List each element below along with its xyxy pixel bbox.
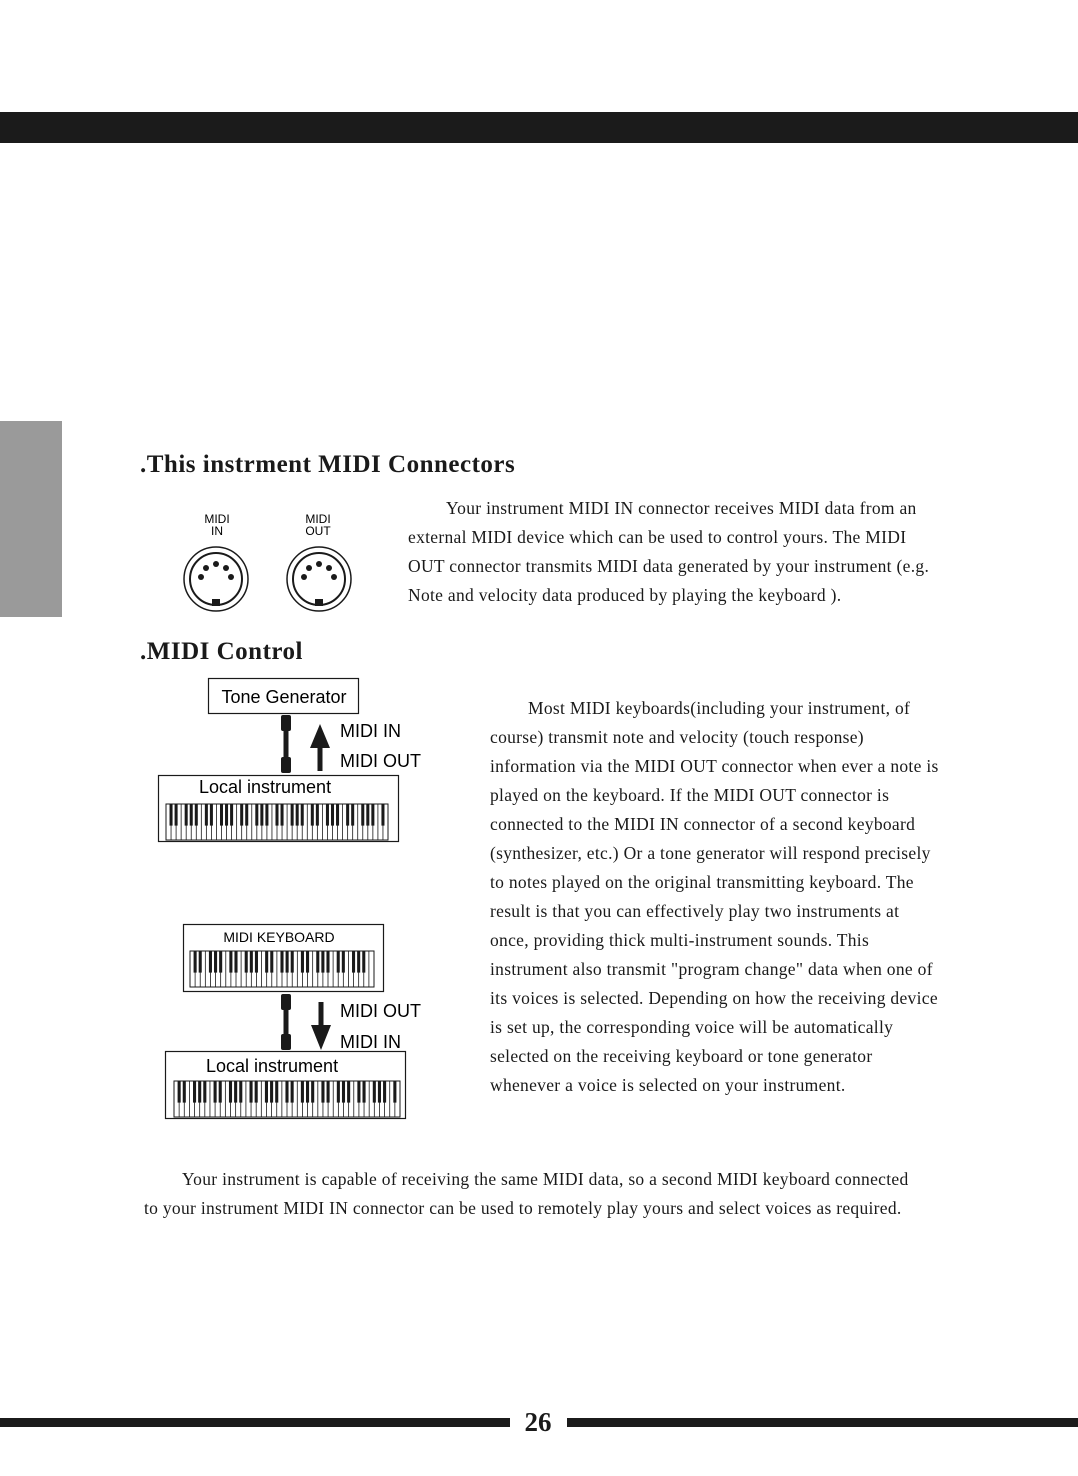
midi-control-paragraph: Most MIDI keyboards(including your instrument, of course) transmit note and velocity (touch response) information via the MIDI OUT connector when ever a note is played on the keyboard. If the MIDI OUT connector is connected to the MIDI IN connector of a second keyboard (synthesizer, etc.) Or a tone generator will respond precisely to notes played on the original transmitting keyboard. The result is that you can effectively play two instruments at once, providing thick multi-instrument sounds. This instrument also transmit "program change" data when one of its voices is selected. Depending on how the receiving device is set up, the corresponding voice will be automatically selected on the receiving keyboard or tone generator whenever a voice is selected on your instrument. — [490, 698, 939, 1095]
midi-in-label-line1: MIDI — [204, 512, 230, 526]
midi-cable-icon — [281, 994, 291, 1050]
connectors-paragraph: Your instrument MIDI IN connector receives MIDI data from an external MIDI device which can be used to control yours. The MIDI OUT connector transmits MIDI data generated by your instrument (e.g. Note and velocity data produced by playing the keyboard ). — [408, 498, 930, 605]
heading-midi-connectors: .This instrment MIDI Connectors — [140, 451, 516, 478]
midi-connectors-diagram — [175, 506, 365, 616]
footer-rule-right — [567, 1418, 1078, 1427]
midi-out-label-line1: MIDI — [305, 512, 331, 526]
midi-in-label-line2: IN — [211, 524, 223, 538]
page-number: 26 — [524, 1407, 552, 1437]
local-instrument-label: Local instrument — [199, 777, 332, 797]
diagram1-midi-out-label: MIDI OUT — [340, 751, 421, 771]
diagram2-midi-in-label: MIDI IN — [340, 1032, 401, 1052]
midi-out-port-icon — [287, 547, 351, 611]
midi-control-diagram-1 — [155, 675, 435, 847]
footer-rule-left — [0, 1418, 510, 1427]
diagram2-midi-out-label: MIDI OUT — [340, 1001, 421, 1021]
diagram1-midi-in-label: MIDI IN — [340, 721, 401, 741]
footer-paragraph: Your instrument is capable of receiving the same MIDI data, so a second MIDI keyboard connected to your instrument MIDI IN connector can be used to remotely play yours and select voices as required. — [144, 1169, 909, 1218]
midi-in-port-icon — [184, 547, 248, 611]
midi-out-label-line2: OUT — [305, 524, 331, 538]
keyboard-icon — [174, 1081, 400, 1117]
heading-midi-control: .MIDI Control — [140, 638, 303, 665]
midi-keyboard-label: MIDI KEYBOARD — [223, 929, 335, 945]
tone-generator-label: Tone Generator — [221, 687, 347, 707]
header-bar — [0, 112, 1078, 143]
local-instrument-label: Local instrument — [206, 1056, 339, 1076]
side-tab — [0, 421, 62, 617]
midi-cable-icon — [281, 715, 291, 773]
midi-control-diagram-2 — [160, 920, 440, 1124]
keyboard-icon — [166, 804, 388, 840]
arrow-up-icon — [310, 724, 330, 771]
keyboard-icon — [190, 951, 374, 987]
arrow-down-icon — [311, 1002, 331, 1050]
